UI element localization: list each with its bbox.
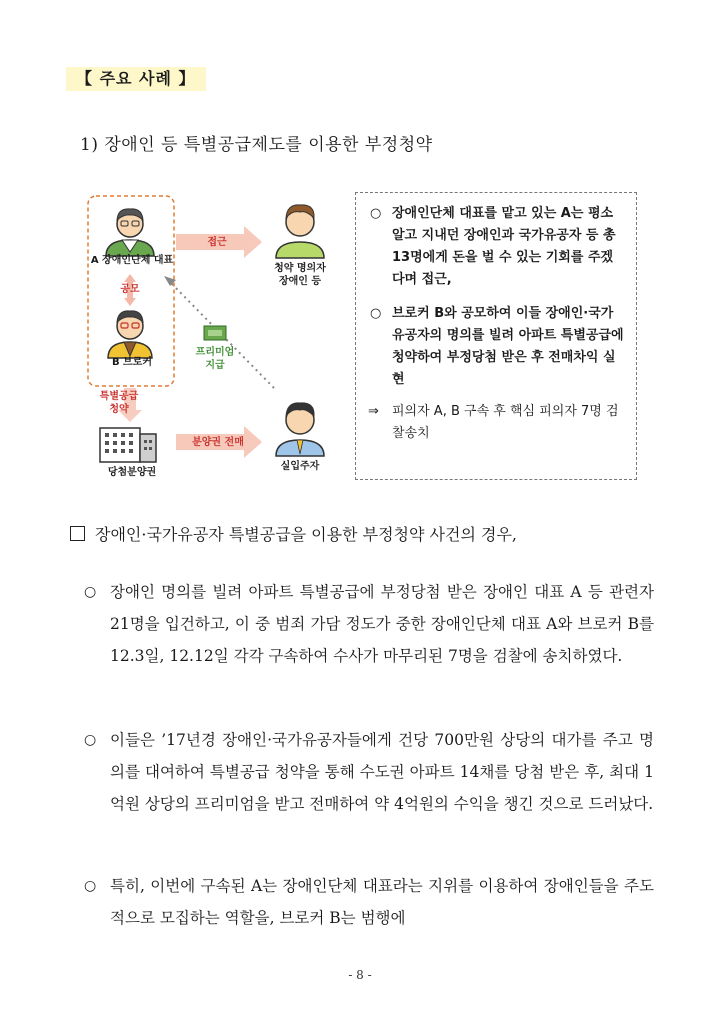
body-paragraph <box>84 870 654 934</box>
node-b-label: B 브로커 <box>111 357 153 368</box>
body-paragraph <box>84 724 654 820</box>
body-paragraph <box>84 576 654 672</box>
sell-label: 분양권 전매 <box>192 437 244 448</box>
circle-bullet-icon: ○ <box>84 878 97 894</box>
summary-item-text: 장애인단체 대표를 맡고 있는 A는 평소 알고 지내던 장애인과 국가유공자 등 총 13명에게 돈을 벌 수 있는 기회를 주겠다며 접근, <box>392 206 616 287</box>
section-tag: 【 주요 사례 】 <box>66 67 206 91</box>
lead-sentence <box>70 522 517 545</box>
case-heading: 1) 장애인 등 특별공급제도를 이용한 부정청약 <box>80 135 433 155</box>
summary-result-text: 피의자 A, B 구속 후 핵심 피의자 7명 검찰송치 <box>392 404 619 441</box>
premium-label: 프리미엄 지급 <box>195 347 235 371</box>
conspire-label: 공모 <box>120 284 140 295</box>
arrow-right-icon: ⇒ <box>368 404 379 419</box>
summary-item <box>368 303 624 391</box>
node-property-label: 당첨분양권 <box>107 467 157 478</box>
circle-bullet-icon: ○ <box>370 306 382 321</box>
person-a-icon <box>106 209 154 256</box>
victim-person-icon <box>276 205 324 258</box>
paragraph-text: 이들은 ’17년경 장애인·국가유공자들에게 건당 700만원 상당의 대가를 주고 명의를 대여하여 특별공급 청약을 통해 수도권 아파트 14채를 당첨 받은 후, 최대 1억원 상당의 프리미엄을 받고 전매하여 약 4억원의 수익을 챙긴 것으로 드러났다. <box>110 731 654 813</box>
building-icon <box>100 428 156 462</box>
person-b-icon <box>108 311 152 358</box>
summary-result <box>368 401 624 445</box>
circle-bullet-icon: ○ <box>84 584 97 600</box>
node-buyer-label: 실입주자 <box>280 461 320 472</box>
circle-bullet-icon: ○ <box>84 732 97 748</box>
circle-bullet-icon: ○ <box>370 206 382 221</box>
lead-text: 장애인·국가유공자 특별공급을 이용한 부정청약 사건의 경우, <box>95 525 518 544</box>
paragraph-text: 특히, 이번에 구속된 A는 장애인단체 대표라는 지위를 이용하여 장애인들을 주도적으로 모집하는 역할을, 브로커 B는 범행에 <box>110 877 654 927</box>
node-a-label: A 장애인단체 대표 <box>90 255 174 266</box>
square-bullet-icon <box>70 526 85 541</box>
summary-item <box>368 203 624 291</box>
summary-item-text: 브로커 B와 공모하여 이들 장애인·국가유공자의 명의를 빌려 아파트 특별공급에 청약하여 부정당첨 받은 후 전매차익 실현 <box>392 306 624 387</box>
page-number: - 8 - <box>348 968 372 982</box>
special-apply-label: 특별공급 청약 <box>99 391 139 415</box>
node-victim-label: 청약 명의자 장애인 등 <box>274 263 326 287</box>
buyer-person-icon <box>276 403 324 456</box>
money-icon <box>204 326 226 340</box>
case-summary-box <box>355 192 637 480</box>
paragraph-text: 장애인 명의를 빌려 아파트 특별공급에 부정당첨 받은 장애인 대표 A 등 관련자 21명을 입건하고, 이 중 범죄 가담 정도가 중한 장애인단체 대표 A와 브로커 B를 12.3일, 12.12일 각각 구속하여 수사가 마무리된 7명을 검찰에 송치하였다. <box>110 583 654 665</box>
approach-label: 접근 <box>207 237 227 248</box>
